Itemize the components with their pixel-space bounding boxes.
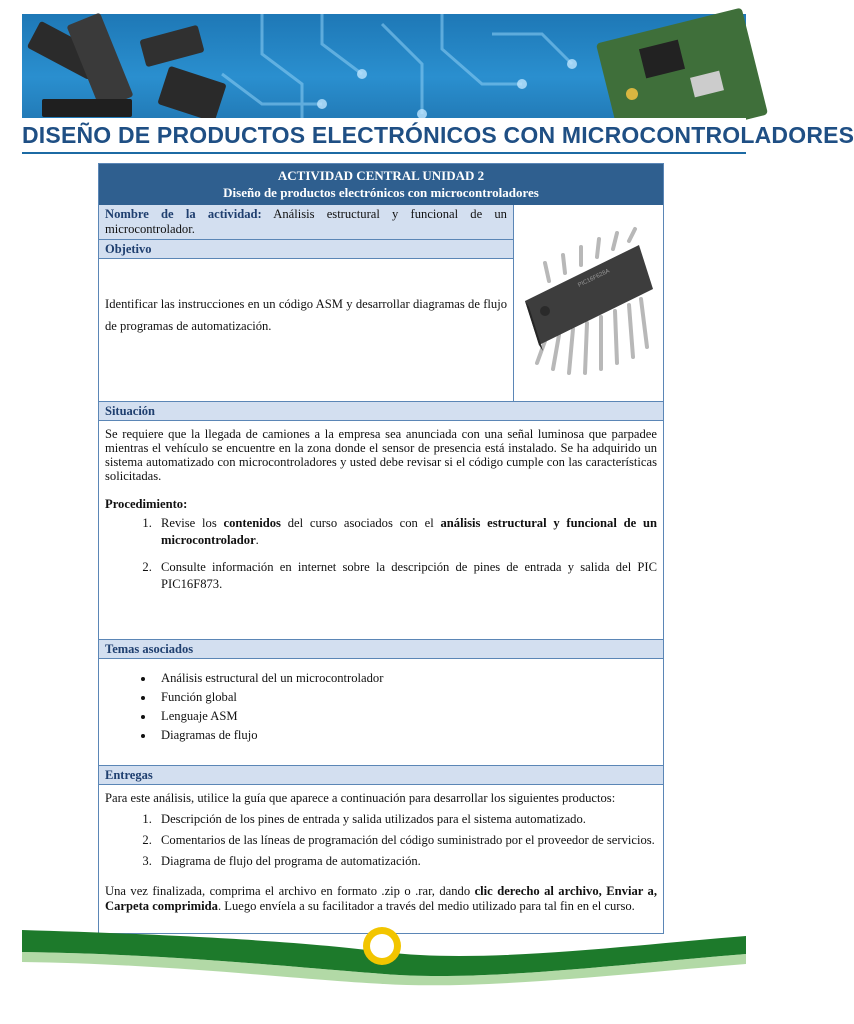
step-text: .: [255, 533, 259, 547]
temas-label: Temas asociados: [99, 639, 663, 659]
footer-decoration: [22, 924, 746, 990]
list-item: • Diagramas de flujo: [155, 726, 657, 745]
activity-name-label: Nombre de la actividad:: [105, 207, 262, 221]
step-text: Revise los: [161, 516, 224, 530]
banner-title: DISEÑO DE PRODUCTOS ELECTRÓNICOS CON MICROCONTROLADORES: [22, 118, 746, 152]
entregas-intro: Para este análisis, utilice la guía que aparece a continuación para desarrollar los siguientes productos:: [105, 791, 616, 805]
entregas-body: [99, 785, 663, 933]
list-item: • Análisis estructural del un microcontrolador: [155, 669, 657, 688]
entregas-final: [105, 884, 657, 914]
step-text: del curso asociados con el: [280, 516, 441, 530]
entregas-label: Entregas: [99, 765, 663, 785]
top-left-column: [99, 205, 514, 401]
procedure-step: [155, 515, 657, 549]
top-section: [99, 205, 663, 402]
document-header: [99, 164, 663, 205]
temas-list: [105, 669, 657, 745]
procedure-list: [105, 515, 657, 593]
final-bold: clic derecho al archivo, Enviar a, Carpeta comprimida: [105, 884, 657, 913]
temas-body: [99, 659, 663, 765]
situacion-label: Situación: [99, 402, 663, 421]
list-item: • Lenguaje ASM: [155, 707, 657, 726]
procedure-title: Procedimiento:: [105, 497, 188, 511]
header-title: ACTIVIDAD CENTRAL UNIDAD 2: [277, 168, 485, 183]
microcontroller-chip-image: [519, 223, 659, 383]
final-text: Una vez finalizada, comprima el archivo en formato .zip o .rar, dando: [105, 884, 475, 898]
situacion-text: Se requiere que la llegada de camiones a la empresa sea anunciada con una señal luminosa que parpadee mientras el vehículo se encuentre en la zona donde el sensor de presencia está instalado. Se ha adquirido un sistema automatizado con microcontroladores y usted debe revisar si el código cumple con las características solicitadas.: [105, 427, 657, 483]
activity-document: [98, 163, 664, 934]
step-bold: contenidos: [223, 516, 281, 530]
situacion-body: [99, 421, 663, 639]
list-item: 3. Diagrama de flujo del programa de automatización.: [155, 853, 657, 870]
activity-name: [99, 205, 513, 239]
chip-left: [27, 13, 227, 123]
objetivo-label: Objetivo: [99, 239, 513, 259]
objetivo-text: Identificar las instrucciones en un código ASM y desarrollar diagramas de flujo de programas de automatización.: [105, 297, 507, 333]
list-item: 1. Descripción de los pines de entrada y salida utilizados para el sistema automatizado.: [155, 811, 657, 828]
procedure-step: 2. Consulte información en internet sobre la descripción de pines de entrada y salida del PIC PIC16F873.: [155, 559, 657, 593]
final-text: . Luego envíela a su facilitador a través del medio utilizado para tal fin en el curso.: [217, 899, 635, 913]
activity-name-value: Análisis estructural y funcional de un microcontrolador.: [105, 207, 507, 236]
header-subtitle: Diseño de productos electrónicos con microcontroladores: [223, 185, 539, 200]
entregas-list: [105, 811, 657, 870]
chip-photo: [514, 205, 663, 401]
svg-text:PIC16F628A: PIC16F628A: [576, 268, 611, 289]
banner: [22, 14, 854, 154]
step-bold: análisis estructural y funcional de un microcontrolador: [161, 516, 657, 547]
list-item: • Función global: [155, 688, 657, 707]
list-item: 2. Comentarios de las líneas de programación del código suministrado por el proveedor de servicios.: [155, 832, 657, 849]
